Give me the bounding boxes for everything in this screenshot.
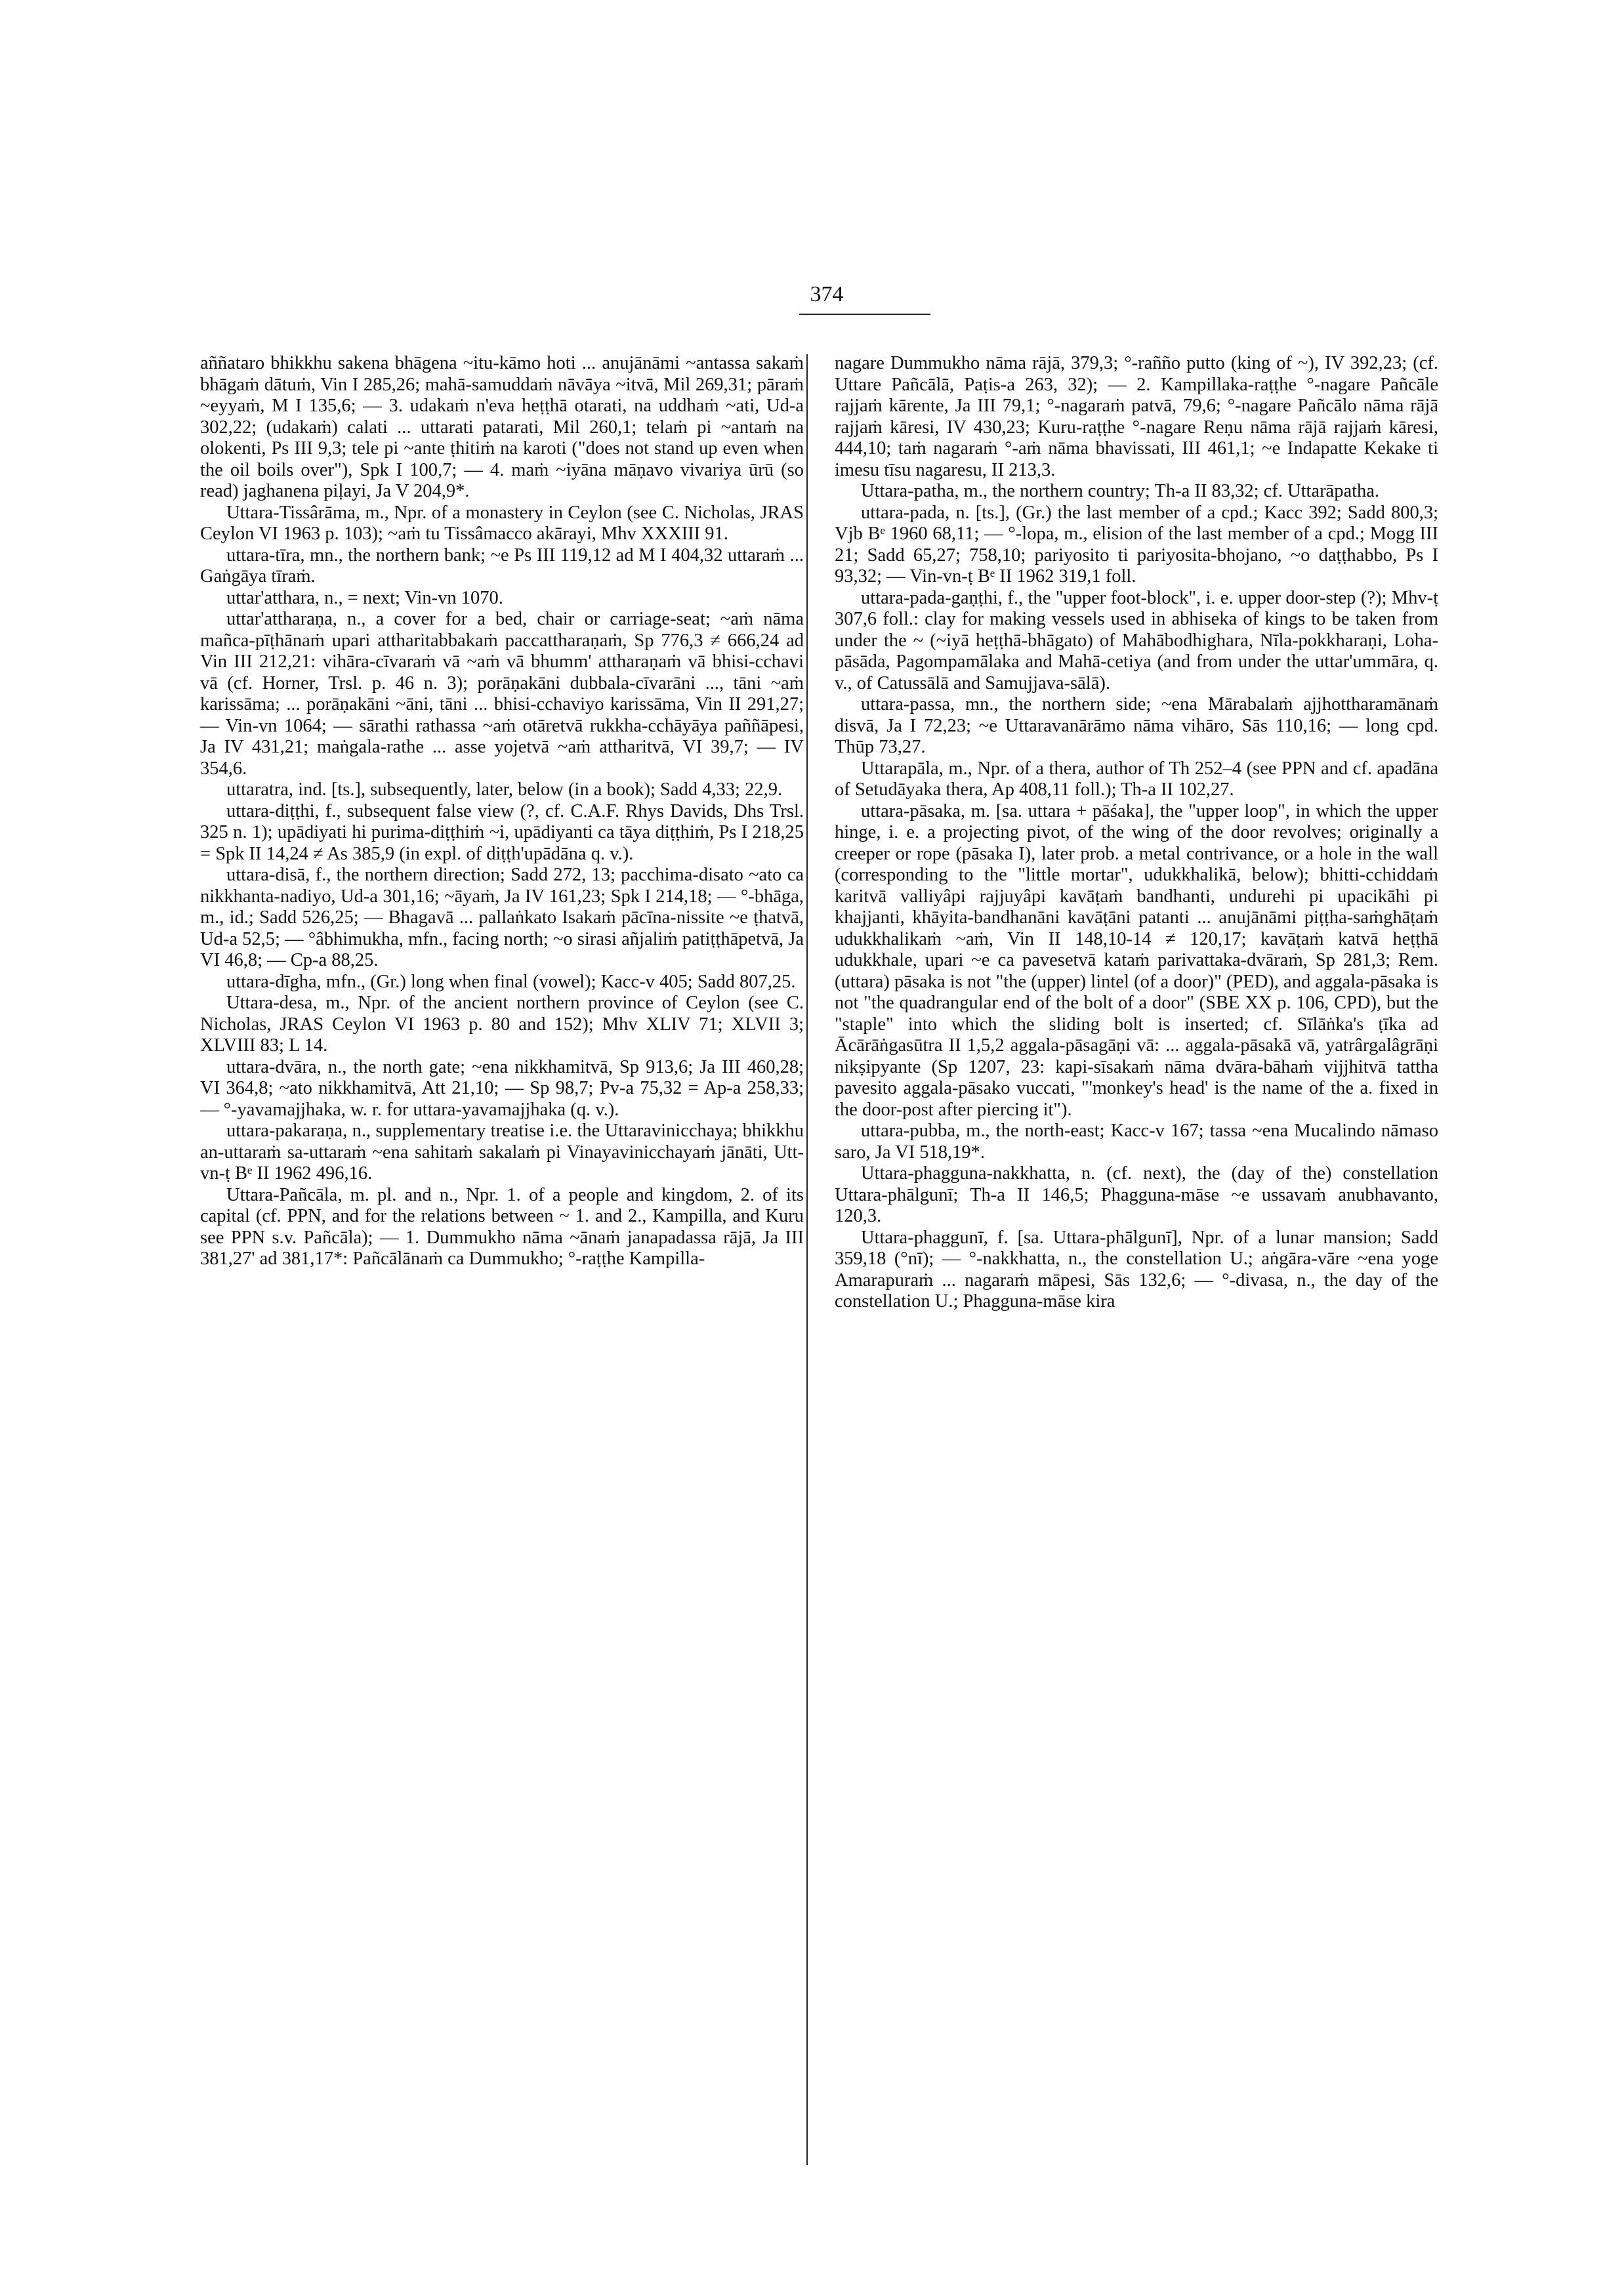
entry: uttara-pubba, m., the north-east; Kacc-v 167; tassa ~ena Mucalindo nāmaso saro, Ja VI 518,19*. (835, 1121, 1438, 1163)
entry: Uttara-Pañcāla, m. pl. and n., Npr. 1. of a people and kingdom, 2. of its capital (cf. PPN, and for the relations between ~ 1. and 2., Kampilla, and Kuru see PPN s.v. Pañcāla); — 1. Dummukho nāma ~ānaṁ janapadassa rājā, Ja III 381,27' ad 381,17*: Pañcālānaṁ ca Dummukho; °-raṭṭhe Kampilla- (200, 1184, 804, 1269)
entry: uttara-dīgha, mfn., (Gr.) long when final (vowel); Kacc-v 405; Sadd 807,25. (226, 971, 796, 992)
page-number: 374 (810, 282, 844, 306)
entry: Uttara-Tissârāma, m., Npr. of a monastery in Ceylon (see C. Nicholas, JRAS Ceylon VI 1963 p. 103); ~aṁ tu Tissâmacco akārayi, Mhv XXXIII 91. (200, 502, 804, 544)
entry: uttara-disā, f., the northern direction; Sadd 272, 13; pacchima-disato ~ato ca nikkhanta-nadiyo, Ud-a 301,16; ~āyaṁ, Ja IV 161,23; Spk I 214,18; — °-bhāga, m., id.; Sadd 526,25; — Bhagavā ... pallaṅkato Isakaṁ pācīna-nissite ~e ṭhatvā, Ud-a 52,5; — °âbhimukha, mfn., facing north; ~o sirasi añjaliṁ patiṭṭhāpetvā, Ja VI 46,8; — Cp-a 88,25. (200, 865, 804, 970)
header-rule (799, 314, 930, 315)
entry: nagare Dummukho nāma rājā, 379,3; °-rañño putto (king of ~), IV 392,23; (cf. Uttare Pañcālā, Paṭis-a 263, 32); — 2. Kampillaka-raṭṭhe °-nagare Pañcāle rajjaṁ kārente, Ja III 79,1; °-nagaraṁ patvā, 79,6; °-nagare Pañcālo nāma rājā rajjaṁ kāresi, IV 430,23; Kuru-raṭṭhe °-nagare Reṇu nāma rājā rajjaṁ kāresi, 444,10; taṁ nagaraṁ °-aṁ nāma bhavissati, III 461,1; ~e Indapatte Kekake ti imesu tīsu nagaresu, II 213,3. (835, 353, 1438, 480)
left-column (200, 353, 804, 1270)
entry: uttara-dvāra, n., the north gate; ~ena nikkhamitvā, Sp 913,6; Ja III 460,28; VI 364,8; ~ato nikkhamitvā, Att 21,10; — Sp 98,7; Pv-a 75,32 = Ap-a 258,33; — °-yavamajjhaka, w. r. for uttara-yavamajjhaka (q. v.). (200, 1056, 804, 1120)
entry: Uttara-desa, m., Npr. of the ancient northern province of Ceylon (see C. Nicholas, JRAS Ceylon VI 1963 p. 80 and 152); Mhv XLIV 71; XLVII 3; XLVIII 83; L 14. (200, 993, 804, 1056)
entry: uttara-pada, n. [ts.], (Gr.) the last member of a cpd.; Kacc 392; Sadd 800,3; Vjb Bᵉ 1960 68,11; — °-lopa, m., elision of the last member of a cpd.; Mogg III 21; Sadd 65,27; 758,10; pariyosito ti pariyosita-bhojano, ~o daṭṭhabbo, Ps I 93,32; — Vin-vn-ṭ Bᵉ II 1962 319,1 foll. (835, 502, 1438, 587)
entry: aññataro bhikkhu sakena bhāgena ~itu-kāmo hoti ... anujānāmi ~antassa sakaṁ bhāgaṁ dātuṁ, Vin I 285,26; mahā-samuddaṁ nāvāya ~itvā, Mil 269,31; pāraṁ ~eyyaṁ, M I 135,6; — 3. udakaṁ n'eva heṭṭhā otarati, na uddhaṁ ~ati, Ud-a 302,22; (udakaṁ) calati ... uttarati patarati, Mil 260,1; telaṁ pi ~antaṁ na olokenti, Ps III 9,3; tele pi ~ante ṭhitiṁ na karoti ("does not stand up even when the oil boils over"), Spk I 100,7; — 4. maṁ ~iyāna māṇavo vivariya ūrū (so read) jaghanena piḷayi, Ja V 204,9*. (200, 353, 804, 501)
entry: uttaratra, ind. [ts.], subsequently, later, below (in a book); Sadd 4,33; 22,9. (226, 779, 783, 800)
entry: uttar'attharaṇa, n., a cover for a bed, chair or carriage-seat; ~aṁ nāma mañca-pīṭhānaṁ upari attharitabbakaṁ paccattharaṇaṁ, Sp 776,3 ≠ 666,24 ad Vin III 212,21: vihāra-cīvaraṁ vā ~aṁ vā bhumm' attharaṇaṁ vā bhisi-cchavi vā (cf. Horner, Trsl. p. 46 n. 3); porāṇakāni dubbala-cīvarāni ..., tāni ~aṁ karissāma; ... porāṇakāni ~āni, tāni ... bhisi-cchaviyo karissāma, Vin II 291,27; — Vin-vn 1064; — sārathi rathassa ~aṁ otāretvā rukkha-cchāyāya paññāpesi, Ja IV 431,21; maṅgala-rathe ... asse yojetvā ~aṁ attharitvā, VI 39,7; — IV 354,6. (200, 609, 804, 779)
entry: uttara-diṭṭhi, f., subsequent false view (?, cf. C.A.F. Rhys Davids, Dhs Trsl. 325 n. 1); upādiyati hi purima-diṭṭhiṁ ~i, upādiyanti ca tāya diṭṭhiṁ, Ps I 218,25 = Spk II 14,24 ≠ As 385,9 (in expl. of diṭṭh'upādāna q. v.). (200, 800, 804, 864)
entry: uttara-pāsaka, m. [sa. uttara + pāśaka], the "upper loop", in which the upper hinge, i. e. a projecting pivot, of the wing of the door revolves; originally a creeper or rope (pāsaka I), later prob. a metal contrivance, or a hole in the wall (corresponding to the "little mortar", udukkhalikā, below); bhitti-cchiddaṁ karitvā valliyâpi rajjuyâpi kavāṭaṁ bandhanti, undurehi pi upacikāhi pi khajjanti, khāyita-bandhanāni kavāṭāni patanti ... anujānāmi piṭṭha-saṁghāṭaṁ udukkhalikaṁ ~aṁ, Vin II 148,10-14 ≠ 120,17; kavāṭaṁ katvā heṭṭhā udukkhale, upari ~e ca pavesetvā kataṁ parivattaka-dvāraṁ, Sp 281,3; Rem. (uttara) pāsaka is not "the (upper) lintel (of a door)" (PED), and aggala-pāsaka is not "the quadrangular end of the bolt of a door" (SBE XX p. 106, CPD), but the "staple" into which the sliding bolt is inserted; cf. Sīlāṅka's ṭīka ad Ācārāṅgasūtra II 1,5,2 aggala-pāsagāṇi vā: ... aggala-pāsakā vā, yatrârgalâgrāṇi nikṣipyante (Sp 1207, 23: kapi-sīsakaṁ nāma dvāra-bāhaṁ vijjhitvā tattha pavesito aggala-pāsako vuccati, "'monkey's head' is the name of the a. fixed in the door-post after piercing it"). (835, 800, 1438, 1120)
entry: Uttara-phaggunī, f. [sa. Uttara-phālgunī], Npr. of a lunar mansion; Sadd 359,18 (°nī); — °-nakkhatta, n., the constellation U.; aṅgāra-vāre ~ena yoge Amarapuraṁ ... nagaraṁ māpesi, Sās 132,6; — °-divasa, n., the day of the constellation U.; Phagguna-māse kira (835, 1227, 1438, 1312)
entry: Uttara-phagguna-nakkhatta, n. (cf. next), the (day of the) constellation Uttara-phālgunī; Th-a II 146,5; Phagguna-māse ~e ussavaṁ anubhavanto, 120,3. (835, 1163, 1438, 1226)
right-column (835, 353, 1438, 1313)
column-divider (806, 354, 808, 2165)
entry: uttara-passa, mn., the northern side; ~ena Mārabalaṁ ajjhottharamānaṁ disvā, Ja I 72,23; ~e Uttaravanārāmo nāma vihāro, Sās 110,16; — long cpd. Thūp 73,27. (835, 694, 1438, 757)
entry: uttara-pada-gaṇṭhi, f., the "upper foot-block", i. e. upper door-step (?); Mhv-ṭ 307,6 foll.: clay for making vessels used in abhiseka of kings to be taken from under the ~ (~iyā heṭṭhā-bhāgato) of Mahābodhighara, Nīla-pokkharaṇi, Loha-pāsāda, Pagompamālaka and Mahā-cetiya (and from under the uttar'ummāra, q. v., of Catussālā and Samujjava-sālā). (835, 587, 1438, 693)
entry: uttar'atthara, n., = next; Vin-vn 1070. (226, 587, 503, 608)
entry: uttara-pakaraṇa, n., supplementary treatise i.e. the Uttaravinicchaya; bhikkhu an-uttaraṁ sa-uttaraṁ ~ena sahitaṁ sakalaṁ pi Vinayavinicchayaṁ jānāti, Utt-vn-ṭ Bᵉ II 1962 496,16. (200, 1121, 804, 1184)
entry: uttara-tīra, mn., the northern bank; ~e Ps III 119,12 ad M I 404,32 uttaraṁ ... Gaṅgāya tīraṁ. (200, 545, 804, 587)
entry: Uttarapāla, m., Npr. of a thera, author of Th 252–4 (see PPN and cf. apadāna of Setudāyaka thera, Ap 408,11 foll.); Th-a II 102,27. (835, 758, 1438, 800)
entry: Uttara-patha, m., the northern country; Th-a II 83,32; cf. Uttarāpatha. (861, 481, 1380, 501)
